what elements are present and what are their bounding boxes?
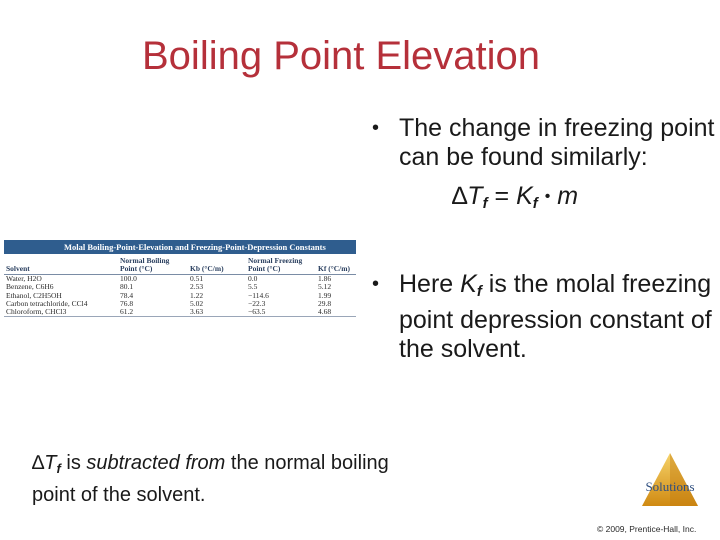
bullet-dot: • — [372, 273, 380, 295]
formula-sub-f: f — [532, 195, 538, 212]
table-cell: 4.68 — [316, 308, 356, 317]
table-cell: 78.4 — [120, 290, 134, 300]
table-header-cell: Kb (°C/m) — [188, 254, 246, 275]
delta-symbol: ∆ — [452, 182, 468, 210]
slide-title: Boiling Point Elevation — [142, 34, 541, 78]
table-cell: 5.5 — [248, 282, 258, 292]
table-cell: 100.0 — [120, 274, 137, 283]
table-row — [4, 275, 356, 284]
table-cell: 29.8 — [318, 298, 332, 308]
copyright-notice: © 2009, Prentice-Hall, Inc. — [597, 524, 697, 534]
table-cell: 1.86 — [318, 274, 332, 283]
note-text: is — [60, 452, 87, 474]
bullet-list — [372, 114, 717, 364]
bullet-text: is the molal freezing point depression constant of the solvent. — [399, 270, 712, 363]
bullet-text: The change in freezing point can be found similarly: — [399, 114, 715, 171]
formula-var-k: K — [516, 182, 533, 210]
solutions-logo — [634, 450, 706, 510]
bullet-item — [372, 114, 717, 172]
table-cell: 76.8 — [120, 298, 134, 308]
table-cell: −22.3 — [248, 298, 266, 308]
bullet-sub-f: f — [476, 283, 482, 300]
table-header-row — [4, 254, 356, 275]
subtraction-note — [32, 450, 392, 509]
note-sub-f: f — [56, 461, 61, 476]
bullet-dot: • — [372, 117, 380, 139]
note-text: the normal boiling point of the solvent. — [32, 452, 389, 506]
table-header-cell: Normal Freezing Point (°C) — [246, 254, 316, 275]
table-cell: −63.5 — [246, 308, 316, 317]
table-cell: 1.99 — [318, 290, 332, 300]
table-cell: 2.53 — [190, 282, 204, 292]
table-cell: Benzene, C6H6 — [6, 282, 54, 292]
table-cell: 3.63 — [188, 308, 246, 317]
formula-sub-f: f — [482, 195, 488, 212]
formula-var-m: m — [557, 182, 579, 210]
table-cell: Carbon tetrachloride, CCl4 — [6, 298, 88, 308]
note-emphasis: subtracted from — [86, 452, 226, 474]
formula-var-t: T — [467, 182, 483, 210]
bullet-item — [372, 270, 717, 364]
table-cell: 5.02 — [190, 298, 204, 308]
formula-dot: • — [544, 188, 551, 205]
table-cell: 0.51 — [190, 274, 204, 283]
table-cell: 61.2 — [118, 308, 188, 317]
delta-symbol: ∆ — [32, 452, 45, 474]
note-var-t: T — [44, 452, 57, 474]
table-cell: 0.0 — [248, 274, 258, 283]
table-cell: 5.12 — [318, 282, 332, 292]
table-cell: 1.22 — [190, 290, 204, 300]
bullet-text: Here — [399, 270, 461, 298]
table-cell: Water, H2O — [6, 274, 42, 283]
table-header-cell: Normal Boiling Point (°C) — [118, 254, 188, 275]
freezing-point-formula — [372, 182, 717, 218]
table-header-cell: Kf (°C/m) — [316, 254, 356, 275]
formula-equals: = — [487, 182, 517, 210]
bullet-var-k: K — [460, 270, 477, 298]
table-row — [4, 308, 356, 317]
table-header-cell: Solvent — [4, 254, 118, 275]
table-caption: Molal Boiling-Point-Elevation and Freezing-Point-Depression Constants — [4, 240, 356, 254]
table-cell: 80.1 — [120, 282, 134, 292]
table-cell: Ethanol, C2H5OH — [6, 290, 62, 300]
logo-text: Solutions — [645, 479, 695, 494]
constants-table — [4, 240, 356, 317]
table-cell: −114.6 — [248, 290, 269, 300]
table-cell: Chloroform, CHCl3 — [4, 308, 118, 317]
